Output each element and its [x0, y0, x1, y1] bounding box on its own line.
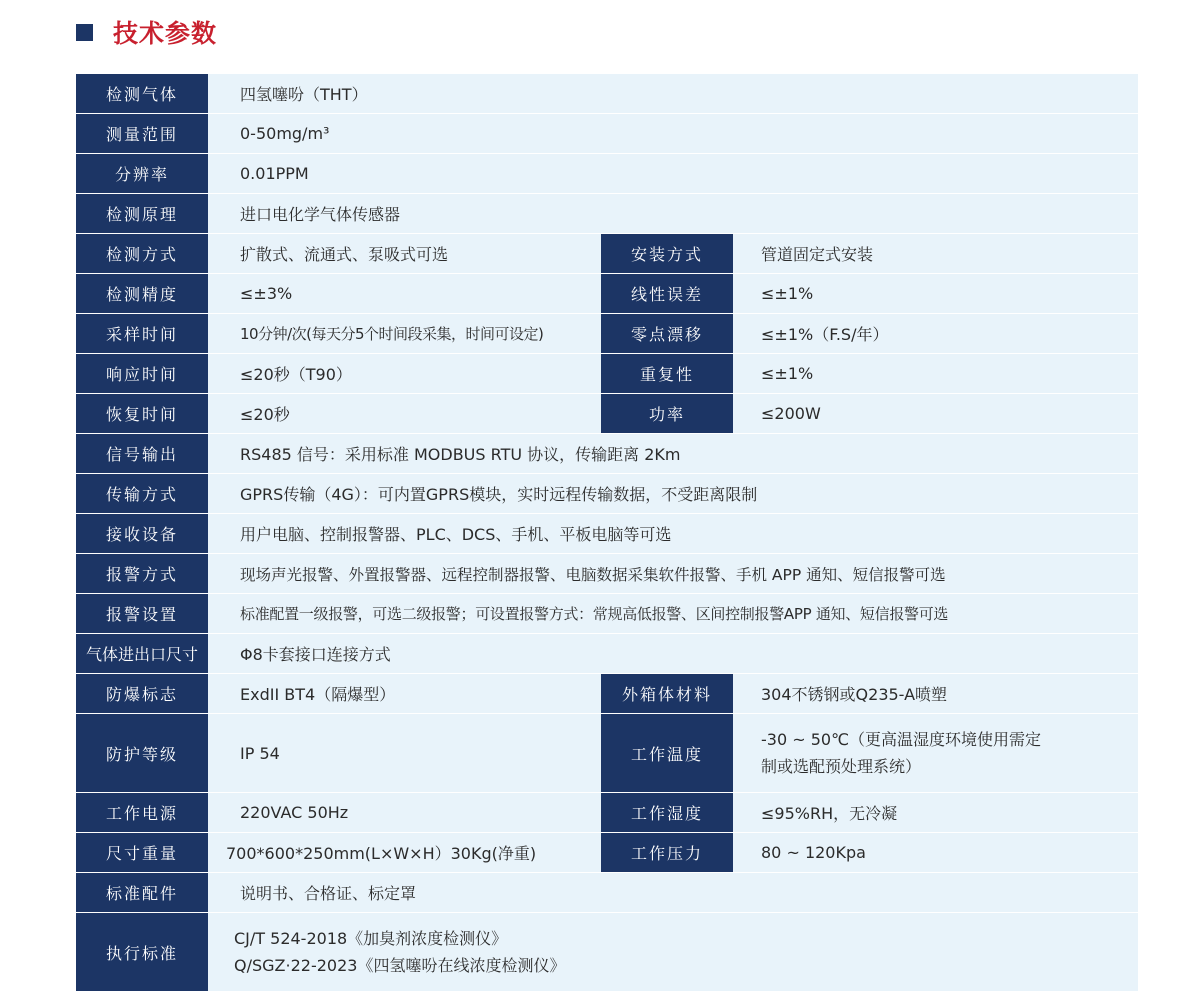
table-row	[76, 833, 1138, 873]
row-value-secondary: 304不锈钢或Q235-A喷塑	[733, 674, 1138, 714]
table-row	[76, 913, 1138, 992]
value-line: 制或选配预处理系统）	[761, 757, 922, 776]
row-label-secondary: 工作湿度	[601, 793, 733, 833]
table-row	[76, 674, 1138, 714]
row-value: 0.01PPM	[208, 154, 1138, 194]
table-row	[76, 793, 1138, 833]
row-value-secondary	[733, 714, 1138, 793]
row-value: 700*600*250mm(L×W×H）30Kg(净重)	[208, 833, 601, 873]
table-row	[76, 314, 1138, 354]
row-label-secondary: 重复性	[601, 354, 733, 394]
row-label: 检测气体	[76, 74, 208, 114]
table-row	[76, 194, 1138, 234]
row-label-secondary: 功率	[601, 394, 733, 434]
table-row	[76, 873, 1138, 913]
row-value	[208, 913, 1138, 992]
row-label-secondary: 安装方式	[601, 234, 733, 274]
row-value-secondary: ≤200W	[733, 394, 1138, 434]
row-value-secondary: ≤±1%（F.S/年）	[733, 314, 1138, 354]
row-value: 标准配置一级报警，可选二级报警；可设置报警方式：常规高低报警、区间控制报警APP 通知、短信报警可选	[208, 594, 1138, 634]
row-value: 10分钟/次(每天分5个时间段采集，时间可设定)	[208, 314, 601, 354]
row-value: RS485 信号：采用标准 MODBUS RTU 协议，传输距离 2Km	[208, 434, 1138, 474]
table-row	[76, 634, 1138, 674]
row-label: 响应时间	[76, 354, 208, 394]
table-row	[76, 274, 1138, 314]
row-label: 传输方式	[76, 474, 208, 514]
row-value: GPRS传输（4G）：可内置GPRS模块，实时远程传输数据，不受距离限制	[208, 474, 1138, 514]
row-label: 尺寸重量	[76, 833, 208, 873]
section-heading	[76, 14, 217, 50]
table-row	[76, 714, 1138, 793]
table-row	[76, 434, 1138, 474]
row-label: 分辨率	[76, 154, 208, 194]
row-value: 220VAC 50Hz	[208, 793, 601, 833]
heading-square-icon	[76, 24, 93, 41]
row-value-secondary: ≤95%RH，无冷凝	[733, 793, 1138, 833]
row-value: 四氢噻吩（THT）	[208, 74, 1138, 114]
table-row	[76, 474, 1138, 514]
page-title: 技术参数	[113, 19, 218, 48]
row-value: 扩散式、流通式、泵吸式可选	[208, 234, 601, 274]
row-label: 气体进出口尺寸	[76, 634, 208, 674]
row-label: 测量范围	[76, 114, 208, 154]
table-row	[76, 554, 1138, 594]
table-row	[76, 114, 1138, 154]
row-label-secondary: 工作压力	[601, 833, 733, 873]
value-line: CJ/T 524-2018《加臭剂浓度检测仪》	[234, 929, 508, 948]
row-value: ≤±3%	[208, 274, 601, 314]
value-line: -30 ~ 50℃（更高温湿度环境使用需定	[761, 730, 1042, 749]
table-row	[76, 514, 1138, 554]
row-label-secondary: 线性误差	[601, 274, 733, 314]
table-row	[76, 74, 1138, 114]
row-value: 进口电化学气体传感器	[208, 194, 1138, 234]
row-label: 采样时间	[76, 314, 208, 354]
row-label: 防爆标志	[76, 674, 208, 714]
row-value: 0-50mg/m³	[208, 114, 1138, 154]
row-label-secondary: 零点漂移	[601, 314, 733, 354]
row-label: 检测原理	[76, 194, 208, 234]
table-row	[76, 394, 1138, 434]
table-row	[76, 234, 1138, 274]
row-value-secondary: 管道固定式安装	[733, 234, 1138, 274]
row-value: 现场声光报警、外置报警器、远程控制器报警、电脑数据采集软件报警、手机 APP 通知、短信报警可选	[208, 554, 1138, 594]
row-label: 防护等级	[76, 714, 208, 793]
row-value: Φ8卡套接口连接方式	[208, 634, 1138, 674]
table-row	[76, 594, 1138, 634]
table-row	[76, 354, 1138, 394]
value-line: Q/SGZ·22-2023《四氢噻吩在线浓度检测仪》	[234, 956, 566, 975]
row-label: 恢复时间	[76, 394, 208, 434]
row-value: 用户电脑、控制报警器、PLC、DCS、手机、平板电脑等可选	[208, 514, 1138, 554]
table-row	[76, 154, 1138, 194]
row-value: ≤20秒（T90）	[208, 354, 601, 394]
row-label-secondary: 外箱体材料	[601, 674, 733, 714]
row-value: 说明书、合格证、标定罩	[208, 873, 1138, 913]
row-label: 检测方式	[76, 234, 208, 274]
row-value: ExdII BT4（隔爆型）	[208, 674, 601, 714]
row-label: 报警设置	[76, 594, 208, 634]
row-label: 报警方式	[76, 554, 208, 594]
row-label-secondary: 工作温度	[601, 714, 733, 793]
row-label: 接收设备	[76, 514, 208, 554]
row-value-secondary: ≤±1%	[733, 354, 1138, 394]
row-label: 工作电源	[76, 793, 208, 833]
row-label: 标准配件	[76, 873, 208, 913]
row-value: IP 54	[208, 714, 601, 793]
row-label: 执行标准	[76, 913, 208, 992]
row-label: 信号输出	[76, 434, 208, 474]
spec-table	[76, 74, 1138, 992]
row-value: ≤20秒	[208, 394, 601, 434]
row-value-secondary: 80 ~ 120Kpa	[733, 833, 1138, 873]
row-value-secondary: ≤±1%	[733, 274, 1138, 314]
row-label: 检测精度	[76, 274, 208, 314]
